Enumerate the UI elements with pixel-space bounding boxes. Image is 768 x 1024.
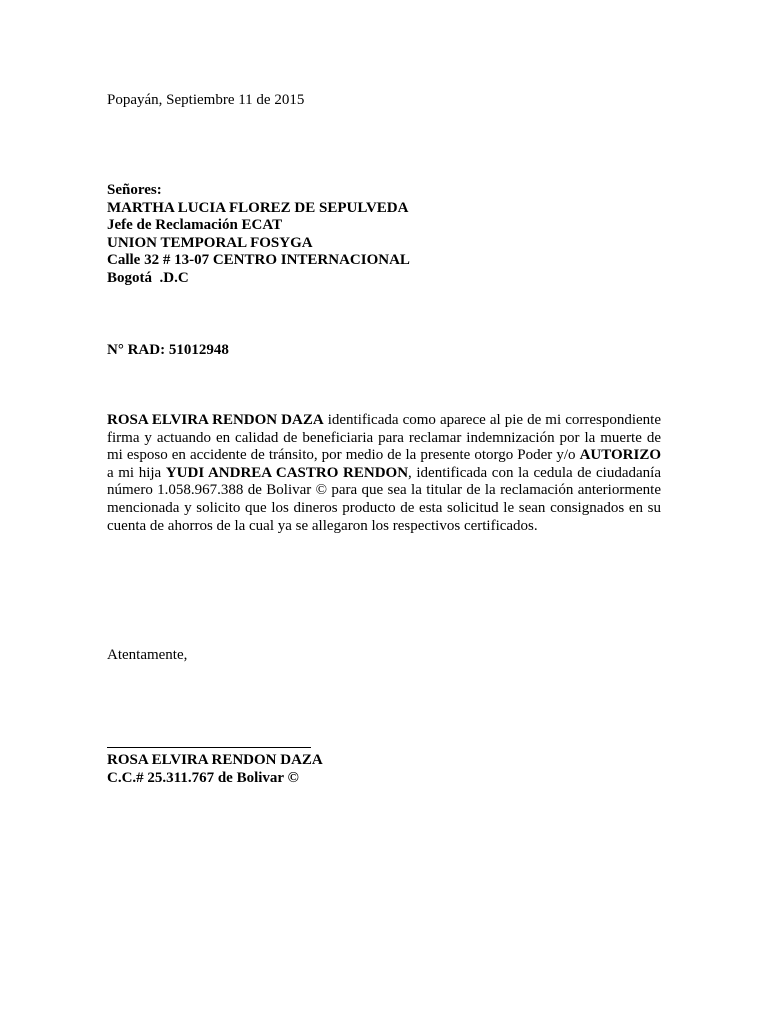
authorize-word: AUTORIZO bbox=[579, 447, 661, 464]
authorized-name: YUDI ANDREA CASTRO RENDON bbox=[165, 464, 409, 481]
addressee-salutation: Señores: bbox=[107, 182, 162, 198]
body-text-part-3: , identificada con la cedula de ciudadanía número 1.058.967.388 de Bolivar © para que sea la titular de la reclamación anteriormente mencionada y solicito que los dineros producto de esta solicitud le sean consignados en su cuenta de ahorros de la cual ya se allegaron los respectivos certificados. bbox=[107, 464, 661, 534]
signature-id: C.C.# 25.311.767 de Bolivar © bbox=[107, 770, 299, 786]
signature-name: ROSA ELVIRA RENDON DAZA bbox=[107, 752, 323, 768]
reference-number: N° RAD: 51012948 bbox=[107, 342, 229, 358]
date-line: Popayán, Septiembre 11 de 2015 bbox=[107, 92, 305, 108]
closing-line: Atentamente, bbox=[107, 647, 188, 663]
body-text-part-2: a mi hija bbox=[107, 464, 166, 481]
addressee-position: Jefe de Reclamación ECAT bbox=[107, 217, 283, 234]
signature-block bbox=[107, 751, 323, 787]
addressee-address: Calle 32 # 13-07 CENTRO INTERNACIONAL bbox=[107, 252, 410, 269]
signature-line bbox=[107, 747, 311, 748]
letter-body bbox=[107, 412, 661, 535]
addressee-block bbox=[107, 182, 410, 288]
addressee-organization: UNION TEMPORAL FOSYGA bbox=[107, 234, 313, 251]
body-text-part-1: identificada como aparece al pie de mi correspondiente firma y actuando en calidad de beneficiaria para reclamar indemnización por la muerte de mi esposo en accidente de tránsito, por medio de la presente otorgo Poder y/o bbox=[107, 412, 661, 464]
sender-name: ROSA ELVIRA RENDON DAZA bbox=[107, 412, 324, 428]
addressee-name: MARTHA LUCIA FLOREZ DE SEPULVEDA bbox=[107, 199, 409, 216]
addressee-city: Bogotá .D.C bbox=[107, 269, 189, 286]
